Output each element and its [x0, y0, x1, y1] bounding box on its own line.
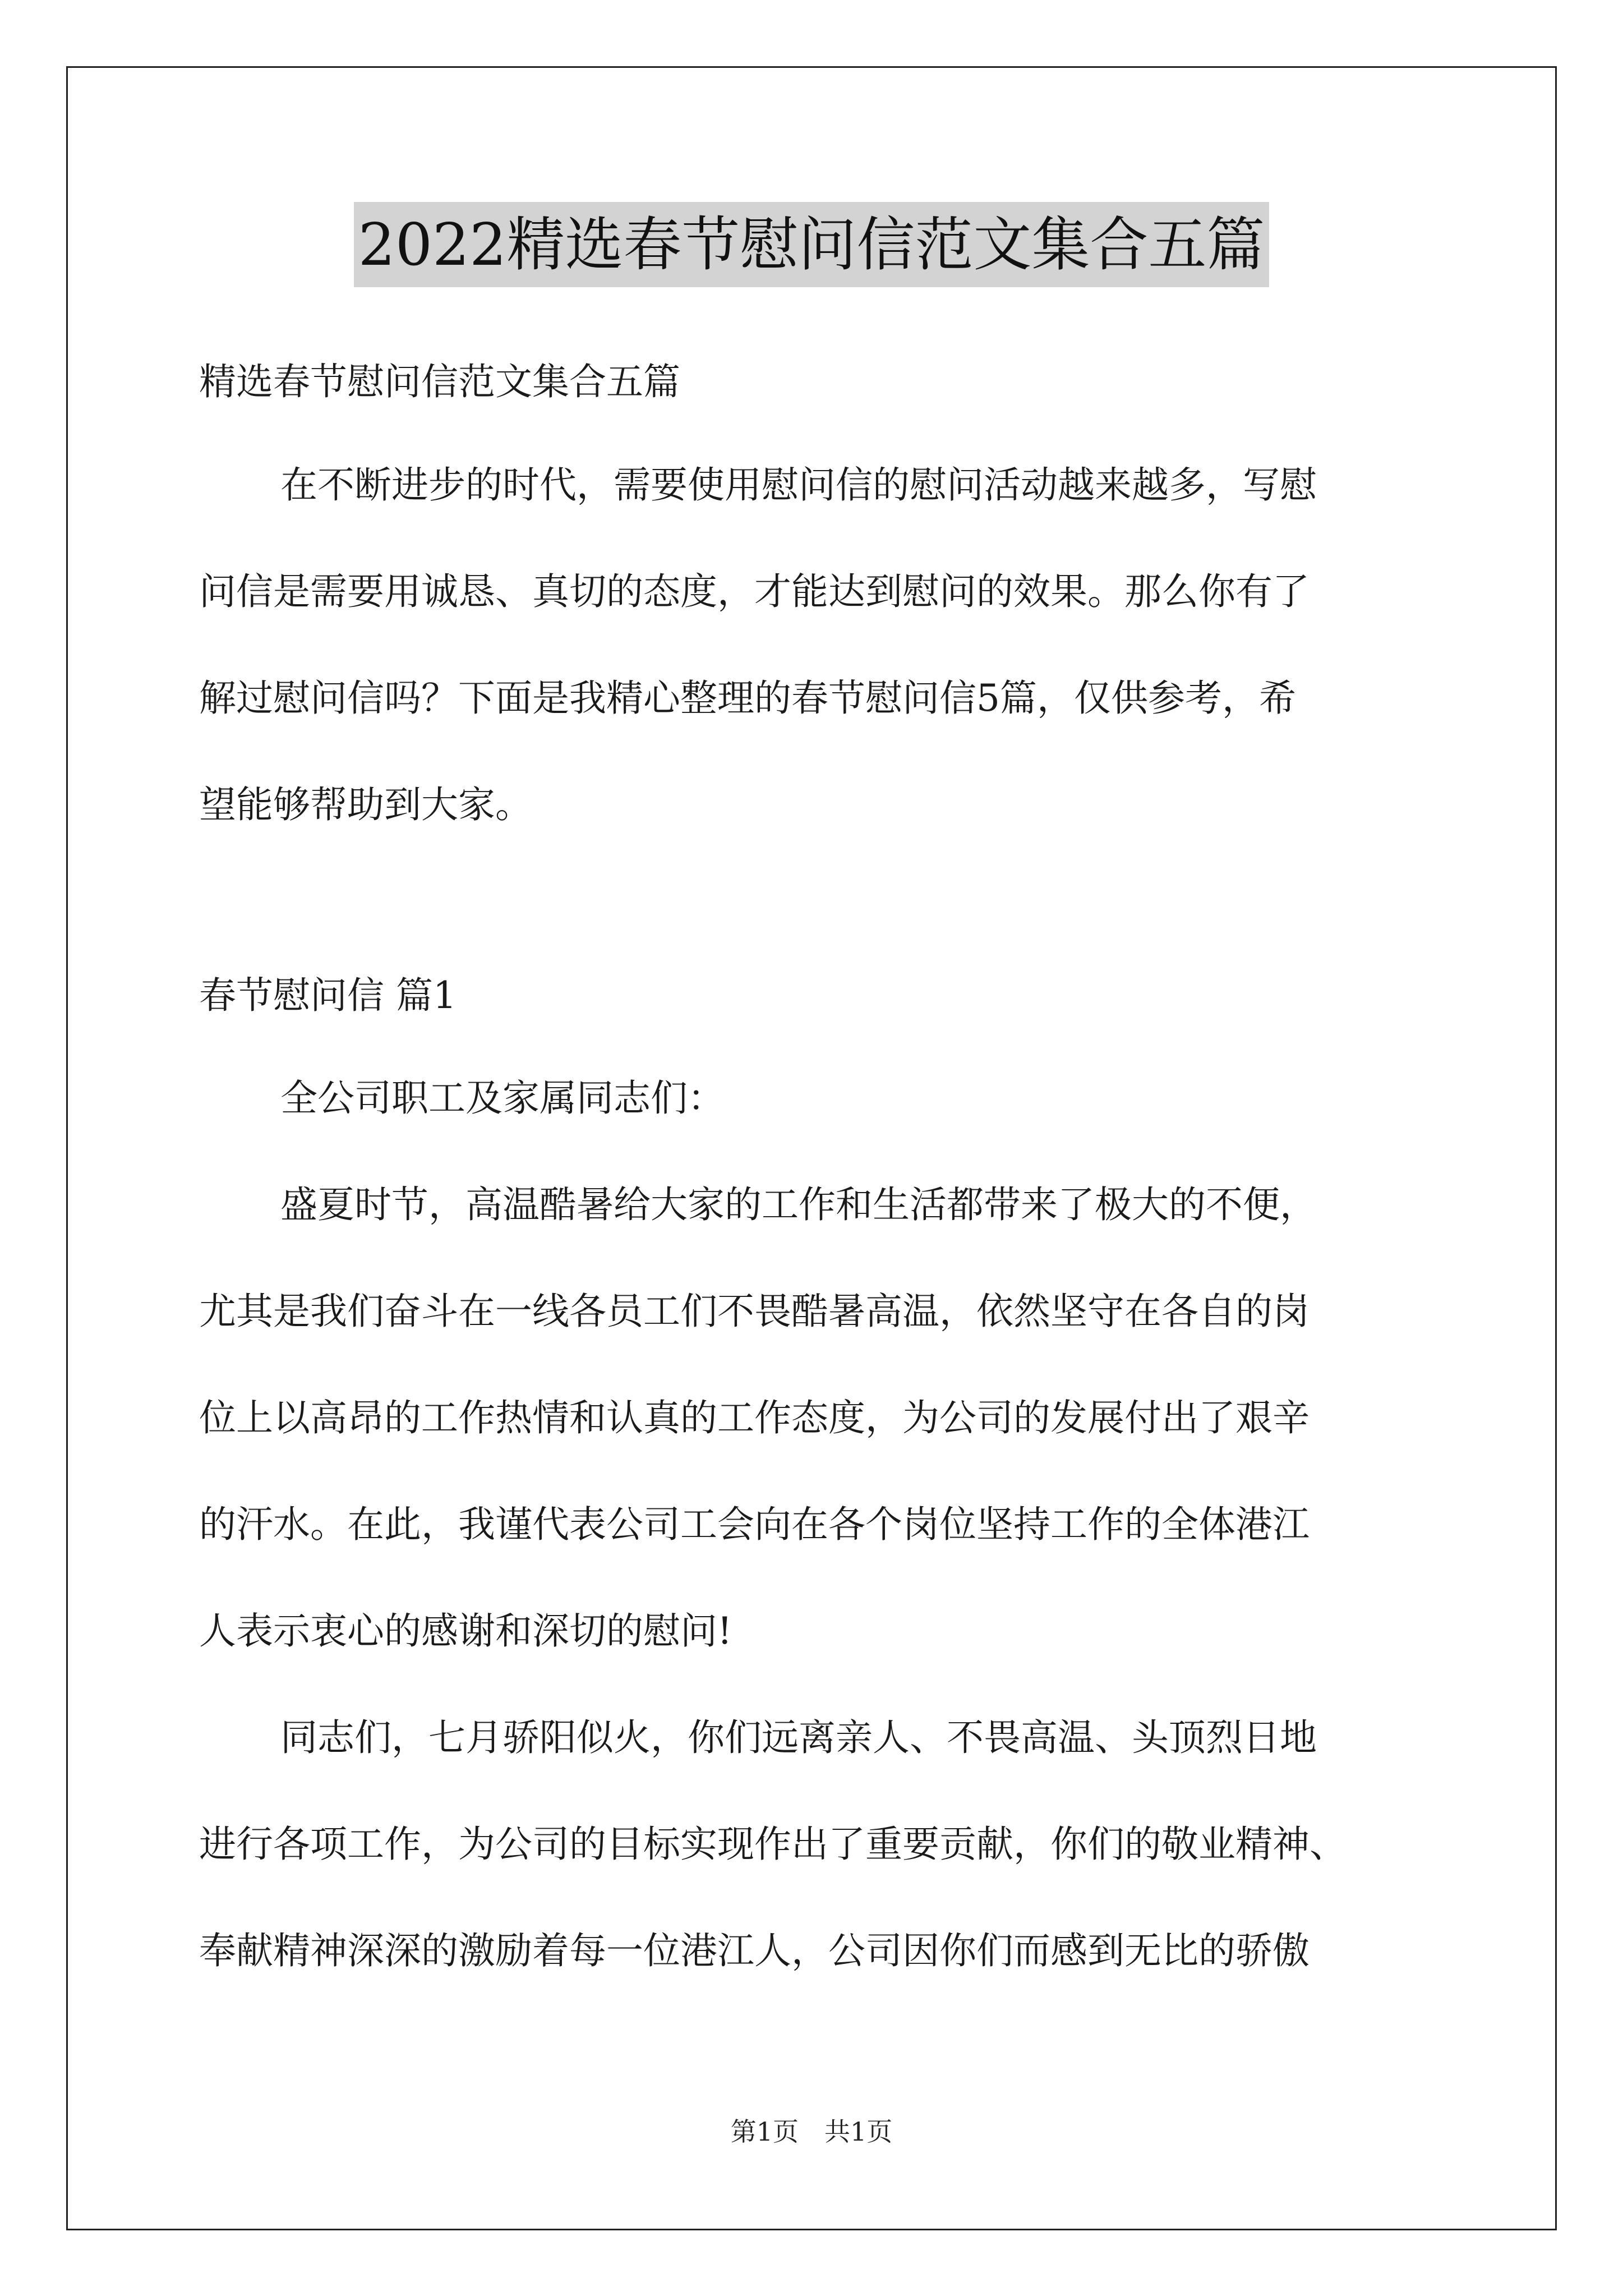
- paragraph-line: 位上以高昂的工作热情和认真的工作态度，为公司的发展付出了艰辛: [199, 1396, 1310, 1439]
- paragraph-line: 盛夏时节，高温酷暑给大家的工作和生活都带来了极大的不便，: [280, 1183, 1317, 1226]
- paragraph-line: 问信是需要用诚恳、真切的态度，才能达到慰问的效果。那么你有了: [199, 570, 1310, 613]
- document-title: 2022精选春节慰问信范文集合五篇: [354, 202, 1270, 287]
- section-heading: 春节慰问信 篇1: [199, 974, 457, 1017]
- paragraph-line: 在不断进步的时代，需要使用慰问信的慰问活动越来越多，写慰: [280, 463, 1317, 507]
- paragraph-line: 同志们，七月骄阳似火，你们远离亲人、不畏高温、头顶烈日地: [280, 1716, 1317, 1759]
- paragraph-line: 望能够帮助到大家。: [199, 783, 532, 826]
- paragraph-line: 人表示衷心的感谢和深切的慰问!: [199, 1609, 732, 1653]
- paragraph-line: 解过慰问信吗？下面是我精心整理的春节慰问信5篇，仅供参考，希: [199, 677, 1296, 720]
- salutation-line: 全公司职工及家属同志们：: [280, 1076, 725, 1120]
- paragraph-line: 进行各项工作，为公司的目标实现作出了重要贡献，你们的敬业精神、: [199, 1823, 1347, 1866]
- paragraph-line: 尤其是我们奋斗在一线各员工们不畏酷暑高温，依然坚守在各自的岗: [199, 1290, 1310, 1333]
- subtitle-line: 精选春节慰问信范文集合五篇: [199, 360, 680, 403]
- paragraph-line: 的汗水。在此，我谨代表公司工会向在各个岗位坚持工作的全体港江: [199, 1503, 1310, 1546]
- paragraph-line: 奉献精神深深的激励着每一位港江人，公司因你们而感到无比的骄傲: [199, 1929, 1310, 1972]
- title-container: [0, 202, 1623, 287]
- page-footer: 第1页 共1页: [730, 2116, 893, 2147]
